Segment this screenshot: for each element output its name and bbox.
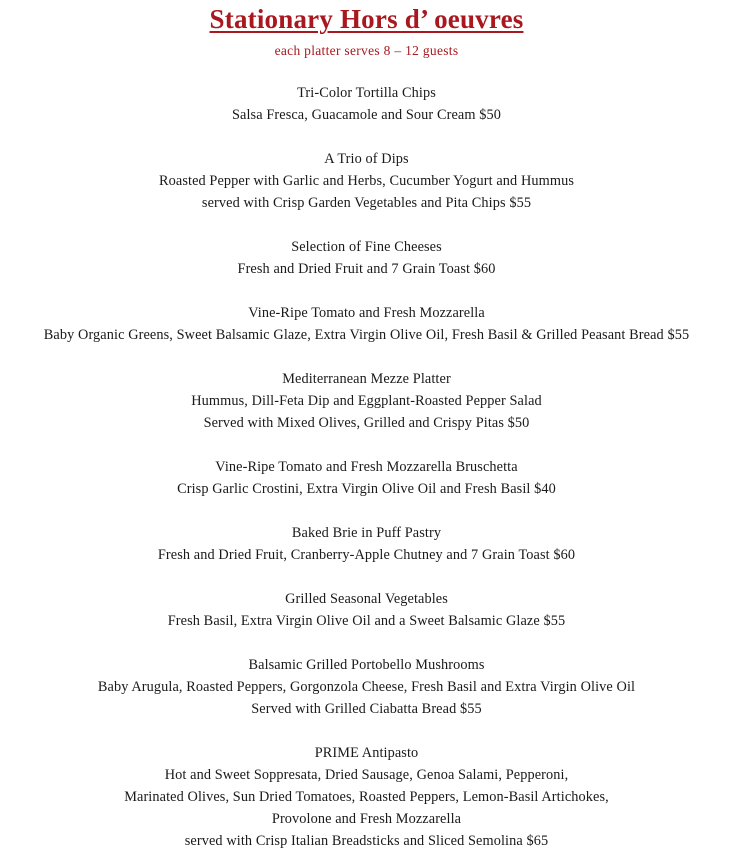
menu-item-detail: Baby Arugula, Roasted Peppers, Gorgonzola Cheese, Fresh Basil and Extra Virgin Olive Oil: [97, 679, 636, 695]
menu-item: [0, 236, 733, 280]
menu-item-detail: Provolone and Fresh Mozzarella: [271, 811, 462, 827]
menu-item: [0, 148, 733, 214]
menu-item: [0, 522, 733, 566]
menu-item-name: Tri-Color Tortilla Chips: [297, 85, 436, 101]
menu-item-name: Balsamic Grilled Portobello Mushrooms: [248, 657, 485, 673]
menu-item-detail: Baby Organic Greens, Sweet Balsamic Glaze, Extra Virgin Olive Oil, Fresh Basil & Grilled Peasant Bread $55: [43, 327, 690, 343]
menu-items: [0, 82, 733, 852]
menu-item-name: Vine-Ripe Tomato and Fresh Mozzarella: [248, 305, 485, 321]
menu-item-name: Vine-Ripe Tomato and Fresh Mozzarella Bruschetta: [215, 459, 518, 475]
menu-item-detail: served with Crisp Garden Vegetables and Pita Chips $55: [201, 195, 532, 211]
menu-item: [0, 368, 733, 434]
menu-item: [0, 588, 733, 632]
menu-item-detail: Served with Grilled Ciabatta Bread $55: [251, 701, 482, 717]
menu-item-name: Selection of Fine Cheeses: [291, 239, 442, 255]
menu-subtitle: each platter serves 8 – 12 guests: [274, 43, 459, 58]
menu-item: [0, 302, 733, 346]
menu-item-name: Grilled Seasonal Vegetables: [285, 591, 448, 607]
menu-title: Stationary Hors d’ oeuvres: [209, 4, 524, 34]
menu-item: [0, 654, 733, 720]
menu-item-name: PRIME Antipasto: [314, 745, 419, 761]
menu-item: [0, 742, 733, 852]
menu-item-detail: Hummus, Dill-Feta Dip and Eggplant-Roasted Pepper Salad: [191, 393, 542, 409]
menu-item-detail: Fresh and Dried Fruit, Cranberry-Apple Chutney and 7 Grain Toast $60: [157, 547, 576, 563]
menu-item-detail: served with Crisp Italian Breadsticks and Sliced Semolina $65: [184, 833, 549, 849]
menu-item: [0, 82, 733, 126]
menu-item-detail: Marinated Olives, Sun Dried Tomatoes, Roasted Peppers, Lemon-Basil Artichokes,: [124, 789, 609, 805]
menu-item: [0, 456, 733, 500]
menu-item-detail: Salsa Fresca, Guacamole and Sour Cream $50: [231, 107, 501, 123]
menu-item-detail: Crisp Garlic Crostini, Extra Virgin Olive Oil and Fresh Basil $40: [177, 481, 556, 497]
menu-item-name: Mediterranean Mezze Platter: [282, 371, 451, 387]
menu-item-detail: Roasted Pepper with Garlic and Herbs, Cucumber Yogurt and Hummus: [159, 173, 574, 189]
menu-item-name: Baked Brie in Puff Pastry: [291, 525, 442, 541]
menu-item-detail: Fresh and Dried Fruit and 7 Grain Toast $60: [237, 261, 496, 277]
menu-item-detail: Fresh Basil, Extra Virgin Olive Oil and a Sweet Balsamic Glaze $55: [167, 613, 566, 629]
menu-item-name: A Trio of Dips: [324, 151, 409, 167]
menu-item-detail: Hot and Sweet Soppresata, Dried Sausage, Genoa Salami, Pepperoni,: [164, 767, 569, 783]
menu-item-detail: Served with Mixed Olives, Grilled and Crispy Pitas $50: [203, 415, 530, 431]
